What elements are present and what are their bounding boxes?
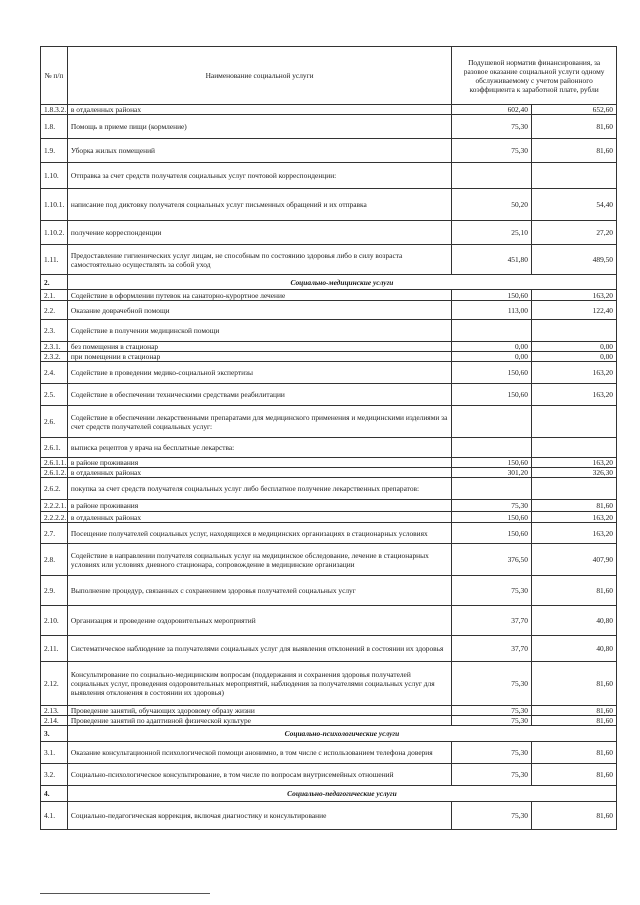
rate-value-2: 81,60 xyxy=(531,115,616,139)
rate-value-1: 25,10 xyxy=(452,221,532,245)
section-number: 2. xyxy=(41,275,68,290)
rate-value-1: 301,20 xyxy=(452,468,532,478)
rate-value-2: 81,60 xyxy=(531,139,616,163)
rate-value-1: 150,60 xyxy=(452,458,532,468)
header-value: Подушевой норматив финансирования, за разовое оказание социальной услуги одному обслуживаемому с учетом районного коэффициента к заработной плате, рубли xyxy=(452,47,617,105)
rate-value-1: 113,00 xyxy=(452,301,532,320)
rate-value-2: 40,80 xyxy=(531,606,616,636)
service-name: при помещении в стационар xyxy=(67,352,451,362)
table-row xyxy=(41,742,617,764)
row-number: 2.6. xyxy=(41,406,68,438)
rate-value-2: 163,20 xyxy=(531,523,616,544)
table-header-row xyxy=(41,47,617,105)
service-name: без помещения в стационар xyxy=(67,342,451,352)
row-number: 2.6.1. xyxy=(41,438,68,458)
service-name: Отправка за счет средств получателя социальных услуг почтовой корреспонденции: xyxy=(67,163,451,189)
row-number: 2.8. xyxy=(41,544,68,576)
rate-value-2: 81,60 xyxy=(531,716,616,726)
row-number: 4.1. xyxy=(41,802,68,830)
table-row xyxy=(41,764,617,786)
rate-value-2: 163,20 xyxy=(531,290,616,301)
rate-value-1: 75,30 xyxy=(452,706,532,716)
table-row xyxy=(41,342,617,352)
service-name: в отдаленных районах xyxy=(67,468,451,478)
service-name: Социально-педагогическая коррекция, включая диагностику и консультирование xyxy=(67,802,451,830)
row-number: 2.6.1.1. xyxy=(41,458,68,468)
service-name: Посещение получателей социальных услуг, находящихся в медицинских организациях в стационарных условиях xyxy=(67,523,451,544)
rate-value-2: 81,60 xyxy=(531,706,616,716)
table-row xyxy=(41,189,617,221)
service-name: Систематическое наблюдение за получателями социальных услуг для выявления отклонений в состоянии их здоровья xyxy=(67,636,451,662)
service-name: выписка рецептов у врача на бесплатные лекарства: xyxy=(67,438,451,458)
rate-value-1 xyxy=(452,478,532,500)
row-number: 1.10.2. xyxy=(41,221,68,245)
table-row xyxy=(41,662,617,706)
rate-value-1: 50,20 xyxy=(452,189,532,221)
rate-value-1: 150,60 xyxy=(452,512,532,523)
section-title: Социально-педагогические услуги xyxy=(67,786,616,802)
row-number: 2.2. xyxy=(41,301,68,320)
table-row xyxy=(41,301,617,320)
rate-value-1: 75,30 xyxy=(452,764,532,786)
rate-value-2: 326,30 xyxy=(531,468,616,478)
rate-value-1: 150,60 xyxy=(452,384,532,406)
service-name: Проведение занятий по адаптивной физической культуре xyxy=(67,716,451,726)
rate-value-1 xyxy=(452,320,532,342)
row-number: 2.6.2. xyxy=(41,478,68,500)
rate-value-2: 40,80 xyxy=(531,636,616,662)
service-name: покупка за счет средств получателя социальных услуг либо бесплатное получение лекарственных препаратов: xyxy=(67,478,451,500)
table-row xyxy=(41,576,617,606)
rate-value-2: 163,20 xyxy=(531,384,616,406)
row-number: 2.10. xyxy=(41,606,68,636)
rate-value-2: 163,20 xyxy=(531,512,616,523)
rate-value-1: 75,30 xyxy=(452,576,532,606)
services-table xyxy=(40,46,617,830)
service-name: в отдаленных районах xyxy=(67,512,451,523)
row-number: 2.9. xyxy=(41,576,68,606)
row-number: 3.1. xyxy=(41,742,68,764)
service-name: Проведение занятий, обучающих здоровому образу жизни xyxy=(67,706,451,716)
table-row xyxy=(41,716,617,726)
rate-value-1: 602,40 xyxy=(452,105,532,115)
row-number: 2.2.2.2. xyxy=(41,512,68,523)
table-row xyxy=(41,458,617,468)
table-row xyxy=(41,706,617,716)
rate-value-2: 652,60 xyxy=(531,105,616,115)
row-number: 1.9. xyxy=(41,139,68,163)
rate-value-2: 122,40 xyxy=(531,301,616,320)
row-number: 2.7. xyxy=(41,523,68,544)
service-name: Предоставление гигиенических услуг лицам, не способным по состоянию здоровья либо в силу возраста самостоятельно осуществлять за собой уход xyxy=(67,245,451,275)
rate-value-1 xyxy=(452,163,532,189)
table-body xyxy=(41,105,617,830)
service-name: Уборка жилых помещений xyxy=(67,139,451,163)
row-number: 1.8.3.2. xyxy=(41,105,68,115)
service-name: Консультирование по социально-медицинским вопросам (поддержания и сохранения здоровья получателей социальных услуг, проведения оздоровительных мероприятий, наблюдения за получателями социальных услуг для выявления отклонения в состоянии их здоровья) xyxy=(67,662,451,706)
table-row xyxy=(41,163,617,189)
table-row xyxy=(41,352,617,362)
service-name: Содействие в обеспечении техническими средствами реабилитации xyxy=(67,384,451,406)
rate-value-1 xyxy=(452,406,532,438)
table-row xyxy=(41,362,617,384)
rate-value-1: 150,60 xyxy=(452,523,532,544)
row-number: 2.12. xyxy=(41,662,68,706)
table-row xyxy=(41,438,617,458)
service-name: получение корреспонденции xyxy=(67,221,451,245)
row-number: 2.2.2.1. xyxy=(41,500,68,512)
rate-value-2: 81,60 xyxy=(531,802,616,830)
section-title: Социально-психологические услуги xyxy=(67,726,616,742)
row-number: 1.10. xyxy=(41,163,68,189)
rate-value-1 xyxy=(452,438,532,458)
service-name: Содействие в проведении медико-социальной экспертизы xyxy=(67,362,451,384)
service-name: Содействие в направлении получателя социальных услуг на медицинское обследование, лечение в стационарных условиях или условиях дневного стационара, сопровождение в медицинские организации xyxy=(67,544,451,576)
rate-value-1: 75,30 xyxy=(452,139,532,163)
row-number: 2.3. xyxy=(41,320,68,342)
table-row xyxy=(41,468,617,478)
table-row xyxy=(41,523,617,544)
service-name: Оказание консультационной психологической помощи анонимно, в том числе с использованием телефона доверия xyxy=(67,742,451,764)
rate-value-1: 75,30 xyxy=(452,500,532,512)
table-row xyxy=(41,384,617,406)
rate-value-1: 37,70 xyxy=(452,636,532,662)
rate-value-2: 407,90 xyxy=(531,544,616,576)
rate-value-1: 150,60 xyxy=(452,362,532,384)
rate-value-1: 75,30 xyxy=(452,802,532,830)
service-name: Содействие в оформлении путевок на санаторно-курортное лечение xyxy=(67,290,451,301)
footnote-divider xyxy=(40,893,210,894)
row-number: 2.3.1. xyxy=(41,342,68,352)
rate-value-2: 81,60 xyxy=(531,576,616,606)
row-number: 2.6.1.2. xyxy=(41,468,68,478)
table-row xyxy=(41,245,617,275)
section-title: Социально-медицинские услуги xyxy=(67,275,616,290)
row-number: 1.11. xyxy=(41,245,68,275)
service-name: Социально-психологическое консультирование, в том числе по вопросам внутрисемейных отношений xyxy=(67,764,451,786)
rate-value-2: 163,20 xyxy=(531,458,616,468)
rate-value-1: 75,30 xyxy=(452,115,532,139)
rate-value-2 xyxy=(531,406,616,438)
table-row xyxy=(41,636,617,662)
rate-value-2 xyxy=(531,478,616,500)
rate-value-1: 376,50 xyxy=(452,544,532,576)
row-number: 2.1. xyxy=(41,290,68,301)
service-name: Содействие в обеспечении лекарственными препаратами для медицинского применения и медицинскими изделиями за счет средств получателей социальных услуг: xyxy=(67,406,451,438)
table-row xyxy=(41,500,617,512)
section-row xyxy=(41,726,617,742)
service-name: Помощь в приеме пищи (кормление) xyxy=(67,115,451,139)
header-num: № п/п xyxy=(41,47,68,105)
row-number: 1.8. xyxy=(41,115,68,139)
rate-value-1: 0,00 xyxy=(452,342,532,352)
table-row xyxy=(41,512,617,523)
row-number: 2.14. xyxy=(41,716,68,726)
rate-value-1: 75,30 xyxy=(452,716,532,726)
section-row xyxy=(41,786,617,802)
service-name: Организация и проведение оздоровительных мероприятий xyxy=(67,606,451,636)
rate-value-2: 163,20 xyxy=(531,362,616,384)
table-row xyxy=(41,320,617,342)
rate-value-2: 54,40 xyxy=(531,189,616,221)
row-number: 3.2. xyxy=(41,764,68,786)
table-row xyxy=(41,105,617,115)
rate-value-2: 0,00 xyxy=(531,352,616,362)
service-name: Выполнение процедур, связанных с сохранением здоровья получателей социальных услуг xyxy=(67,576,451,606)
row-number: 2.5. xyxy=(41,384,68,406)
row-number: 2.3.2. xyxy=(41,352,68,362)
section-row xyxy=(41,275,617,290)
row-number: 2.13. xyxy=(41,706,68,716)
rate-value-2: 81,60 xyxy=(531,662,616,706)
row-number: 1.10.1. xyxy=(41,189,68,221)
table-row xyxy=(41,115,617,139)
table-row xyxy=(41,478,617,500)
row-number: 2.4. xyxy=(41,362,68,384)
rate-value-1: 451,80 xyxy=(452,245,532,275)
rate-value-2: 81,60 xyxy=(531,742,616,764)
table-row xyxy=(41,544,617,576)
rate-value-1: 150,60 xyxy=(452,290,532,301)
service-name: в отдаленных районах xyxy=(67,105,451,115)
table-row xyxy=(41,139,617,163)
section-number: 4. xyxy=(41,786,68,802)
header-name: Наименование социальной услуги xyxy=(67,47,451,105)
rate-value-2 xyxy=(531,163,616,189)
table-row xyxy=(41,221,617,245)
table-row xyxy=(41,802,617,830)
row-number: 2.11. xyxy=(41,636,68,662)
table-row xyxy=(41,406,617,438)
rate-value-1: 75,30 xyxy=(452,662,532,706)
table-row xyxy=(41,290,617,301)
rate-value-2: 0,00 xyxy=(531,342,616,352)
service-name: Оказание доврачебной помощи xyxy=(67,301,451,320)
rate-value-2 xyxy=(531,438,616,458)
rate-value-1: 75,30 xyxy=(452,742,532,764)
section-number: 3. xyxy=(41,726,68,742)
service-name: написание под диктовку получателя социальных услуг письменных обращений и их отправка xyxy=(67,189,451,221)
service-name: в районе проживания xyxy=(67,458,451,468)
service-name: в районе проживания xyxy=(67,500,451,512)
rate-value-2: 489,50 xyxy=(531,245,616,275)
rate-value-2 xyxy=(531,320,616,342)
rate-value-2: 27,20 xyxy=(531,221,616,245)
rate-value-1: 0,00 xyxy=(452,352,532,362)
table-row xyxy=(41,606,617,636)
service-name: Содействие в получении медицинской помощи xyxy=(67,320,451,342)
rate-value-2: 81,60 xyxy=(531,500,616,512)
rate-value-2: 81,60 xyxy=(531,764,616,786)
rate-value-1: 37,70 xyxy=(452,606,532,636)
